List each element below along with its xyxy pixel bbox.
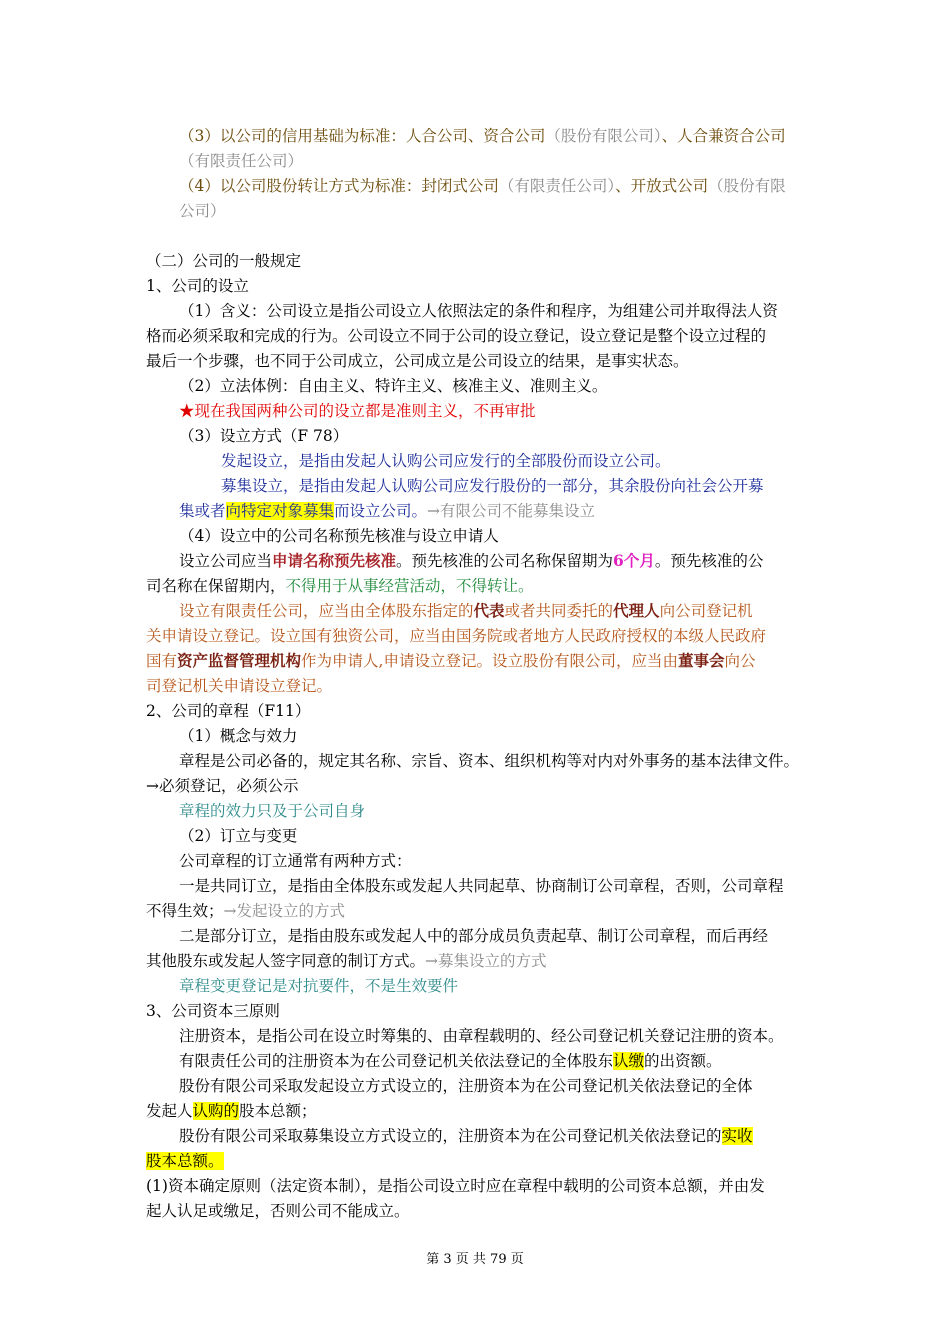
paragraph-line: 不得生效；→发起设立的方式	[146, 902, 346, 920]
paragraph-line: 其他股东或发起人签字同意的制订方式。→募集设立的方式	[146, 952, 547, 970]
paragraph-line: 募集设立，是指由发起人认购公司应发行股份的一部分，其余股份向社会公开募	[221, 477, 764, 495]
page-footer: 第 3 页 共 79 页	[426, 1252, 524, 1267]
paragraph-line: →必须登记，必须公示	[146, 777, 299, 795]
subsection-heading-3: 3、公司资本三原则	[146, 1002, 280, 1020]
paragraph-line: （3）设立方式（F 78）	[179, 427, 349, 445]
paragraph-line: 章程变更登记是对抗要件，不是生效要件	[179, 977, 459, 995]
paragraph-line: 发起人认购的股本总额；	[146, 1102, 317, 1120]
paragraph-line: 章程是公司必备的，规定其名称、宗旨、资本、组织机构等对内对外事务的基本法律文件。	[179, 752, 800, 770]
paragraph-line: 注册资本，是指公司在设立时筹集的、由章程载明的、经公司登记机关登记注册的资本。	[179, 1027, 784, 1045]
paragraph-line: 章程的效力只及于公司自身	[179, 802, 366, 820]
paragraph-line: 格而必须采取和完成的行为。公司设立不同于公司的设立登记，设立登记是整个设立过程的	[146, 327, 767, 345]
paragraph-line: （2）订立与变更	[179, 827, 298, 845]
paragraph-line: 司登记机关申请设立登记。	[146, 677, 333, 695]
classification-line-4: （4）以公司股份转让方式为标准：封闭式公司（有限责任公司）、开放式公司（股份有限	[179, 177, 786, 195]
highlight: 认购的	[192, 1102, 240, 1120]
classification-line-3-cont: （有限责任公司）	[179, 152, 304, 170]
paragraph-line: 公司章程的订立通常有两种方式：	[179, 852, 412, 870]
paragraph-line: （4）设立中的公司名称预先核准与设立申请人	[179, 527, 499, 545]
subsection-heading-2: 2、公司的章程（F11）	[146, 702, 311, 720]
paragraph-line: （1）概念与效力	[179, 727, 298, 745]
paragraph-line: 设立公司应当申请名称预先核准。预先核准的公司名称保留期为6个月。预先核准的公	[179, 551, 764, 570]
paragraph-line: 国有资产监督管理机构作为申请人,申请设立登记。设立股份有限公司，应当由董事会向公	[146, 651, 756, 670]
paragraph-line: 二是部分订立，是指由股东或发起人中的部分成员负责起草、制订公司章程，而后再经	[179, 927, 769, 945]
paragraph-line: （2）立法体例：自由主义、特许主义、核准主义、准则主义。	[179, 377, 608, 395]
paragraph-line: 股份有限公司采取发起设立方式设立的，注册资本为在公司登记机关依法登记的全体	[179, 1077, 753, 1095]
paragraph-line: 司名称在保留期内，不得用于从事经营活动，不得转让。	[146, 577, 534, 595]
star-note: ★现在我国两种公司的设立都是准则主义，不再审批	[179, 402, 536, 420]
paragraph-line: 一是共同订立，是指由全体股东或发起人共同起草、协商制订公司章程，否则，公司章程	[179, 877, 784, 895]
subsection-heading-1: 1、公司的设立	[146, 277, 249, 295]
paragraph-line: 起人认足或缴足，否则公司不能成立。	[146, 1202, 410, 1220]
paragraph-line: 设立有限责任公司，应当由全体股东指定的代表或者共同委托的代理人向公司登记机	[179, 601, 753, 620]
section-heading: （二）公司的一般规定	[146, 252, 302, 270]
paragraph-line	[146, 1149, 816, 1173]
paragraph-line: 有限责任公司的注册资本为在公司登记机关依法登记的全体股东认缴的出资额。	[179, 1052, 722, 1070]
paragraph-line: 发起设立，是指由发起人认购公司应发行的全部股份而设立公司。	[221, 452, 671, 470]
paragraph-line: 集或者向特定对象募集而设立公司。→有限公司不能募集设立	[179, 502, 596, 520]
paragraph-line: 关申请设立登记。设立国有独资公司，应当由国务院或者地方人民政府授权的本级人民政府	[146, 627, 767, 645]
paragraph-line: 最后一个步骤，也不同于公司成立，公司成立是公司设立的结果，是事实状态。	[146, 352, 689, 370]
highlight: 实收	[721, 1127, 753, 1145]
classification-line-4-cont: 公司）	[179, 202, 226, 220]
paragraph-line: (1)资本确定原则（法定资本制），是指公司设立时应在章程中载明的公司资本总额，并由发	[146, 1177, 765, 1195]
highlight: 认缴	[613, 1052, 645, 1070]
classification-line-3: （3）以公司的信用基础为标准：人合公司、资合公司（股份有限公司）、人合兼资合公司	[179, 127, 786, 145]
highlight: 股本总额。	[146, 1152, 224, 1170]
paragraph-line: 股份有限公司采取募集设立方式设立的，注册资本为在公司登记机关依法登记的实收	[179, 1127, 753, 1145]
paragraph-line: （1）含义：公司设立是指公司设立人依照法定的条件和程序，为组建公司并取得法人资	[179, 302, 778, 320]
highlight: 向特定对象募集	[225, 502, 335, 520]
